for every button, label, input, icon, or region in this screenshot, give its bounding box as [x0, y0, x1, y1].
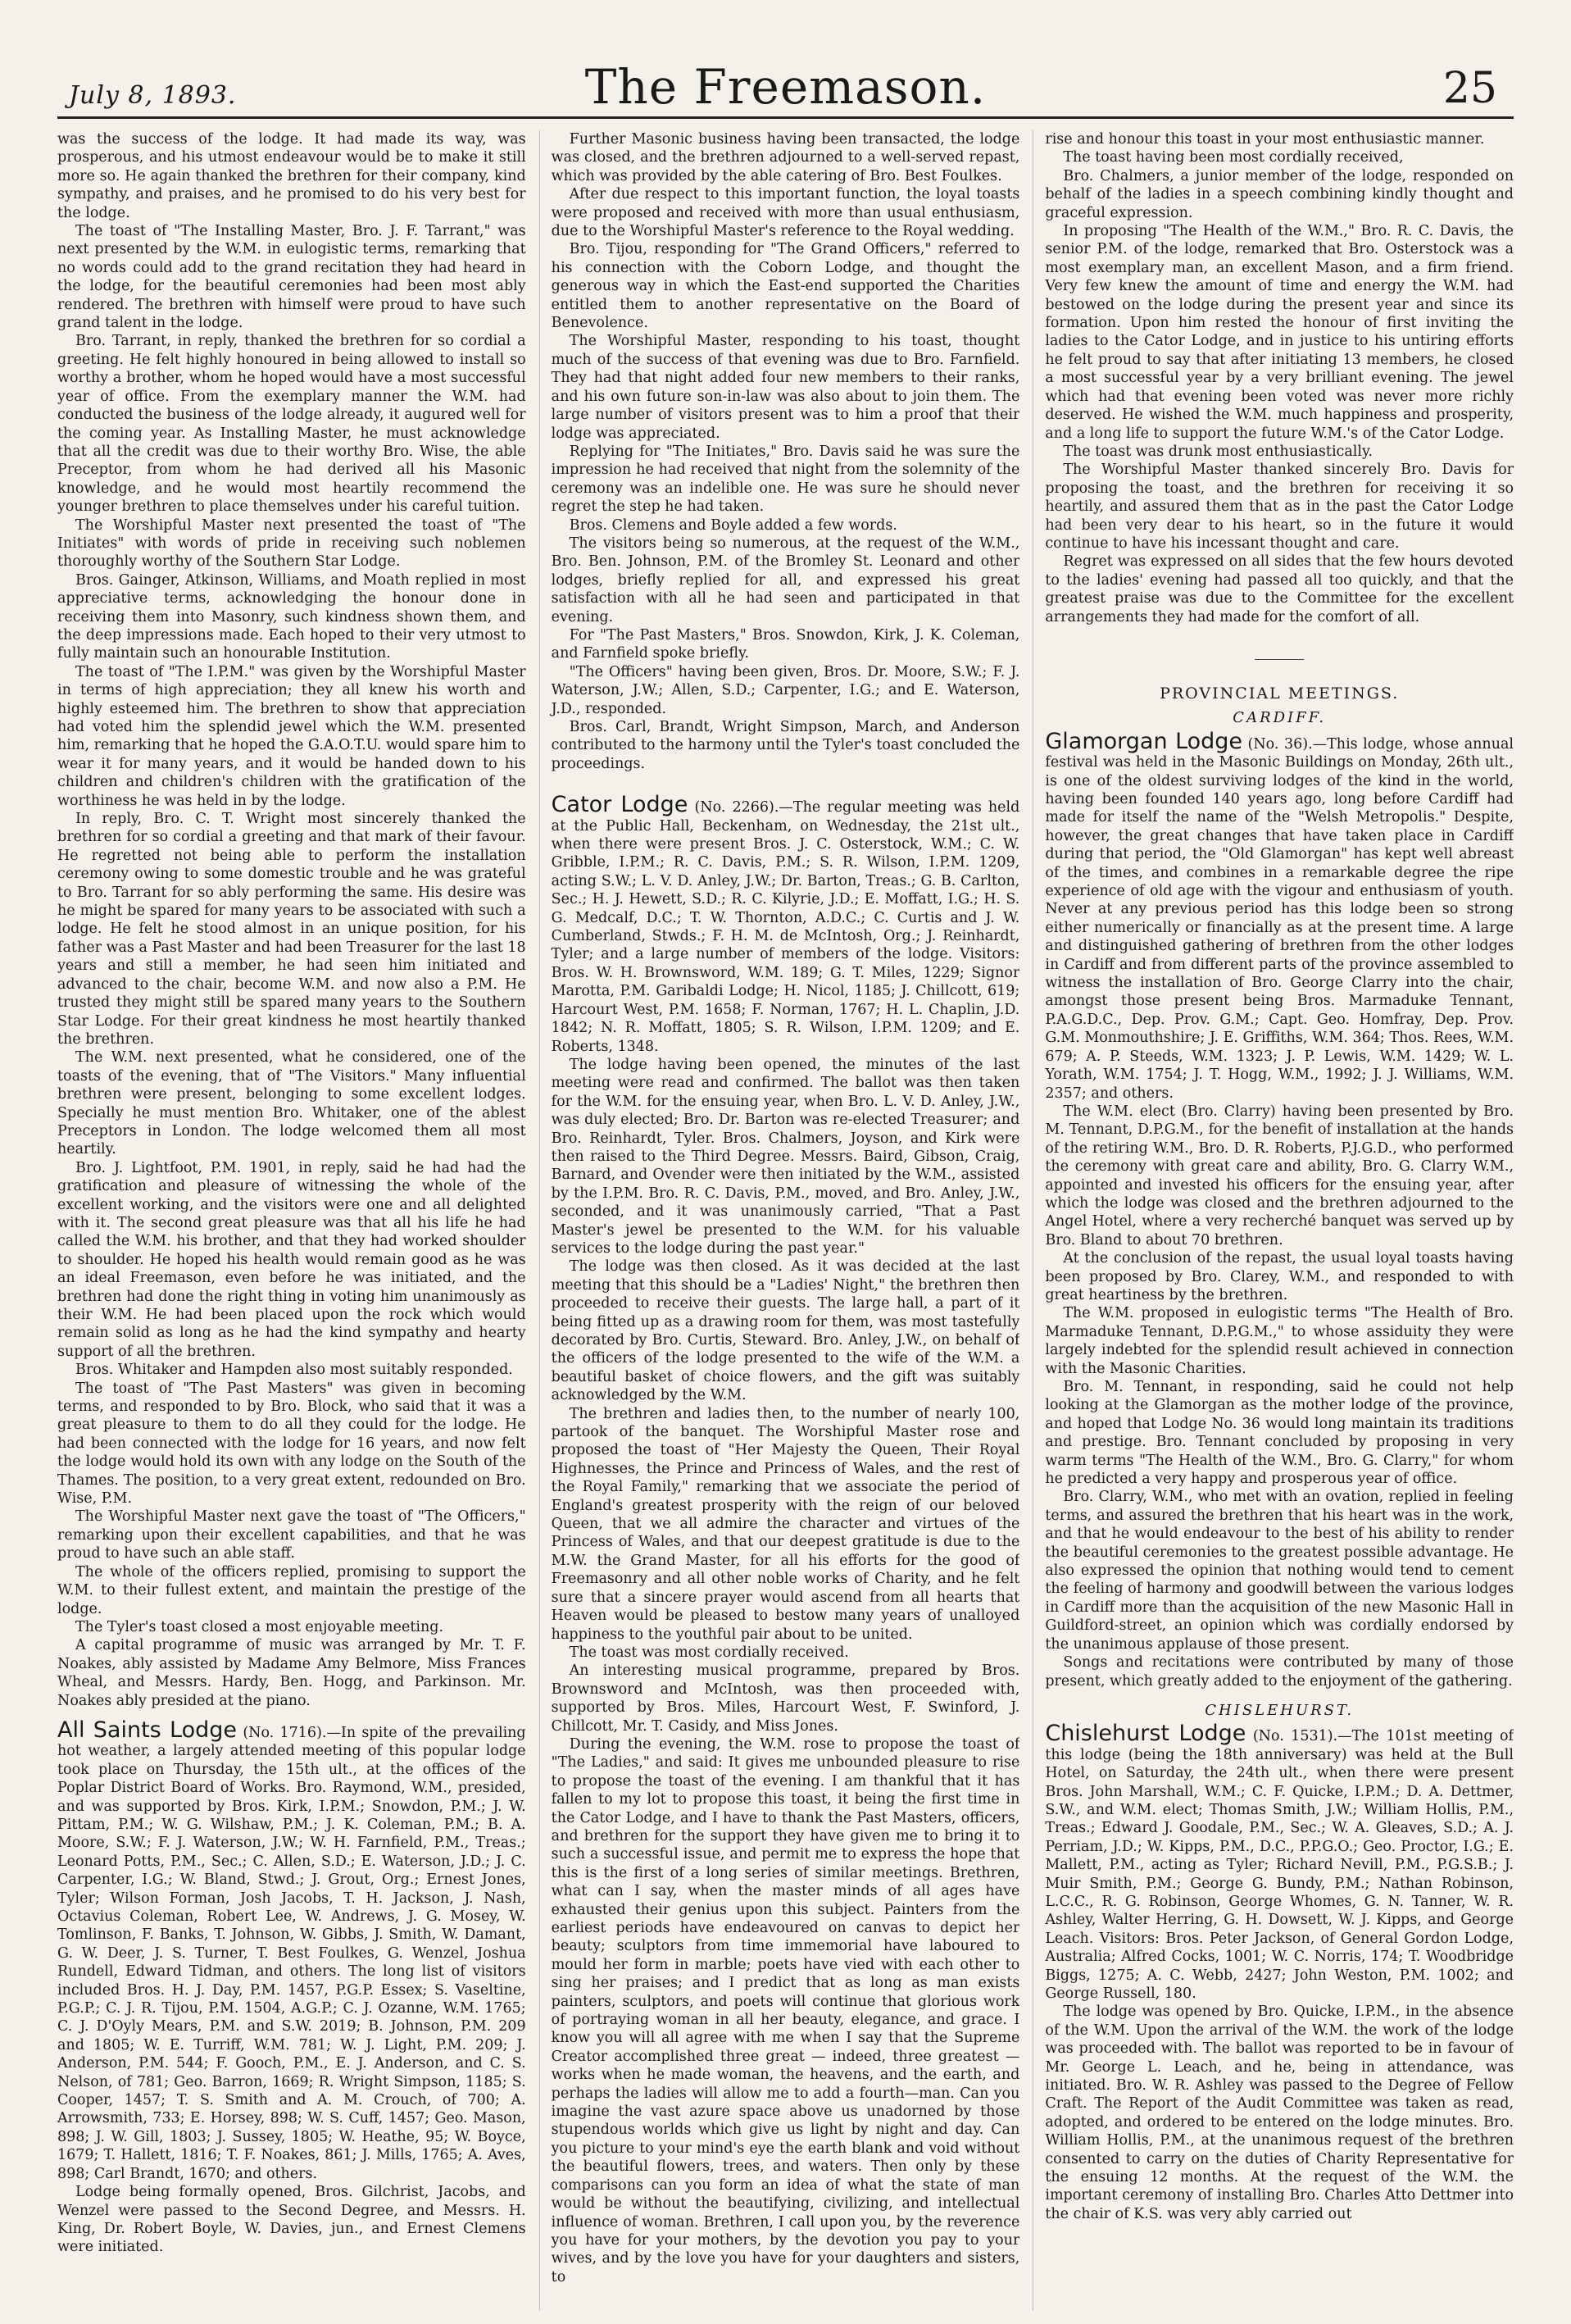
paragraph: Bros. Gainger, Atkinson, Williams, and Moath replied in most appreciative terms, acknowledging the honour done in receiving them into Masonry, such kindness shown them, and the deep impressions made. Each hoped to their very utmost to fully maintain such an honourable Institution.: [57, 571, 526, 662]
paragraph: The lodge having been opened, the minutes of the last meeting were read and confirmed. The ballot was then taken for the W.M. for the ensuing year, when Bro. L. V. D. Anley, J.W., was duly elected; Bro. Dr. Barton was re-elected Treasurer; and Bro. Reinhardt, Tyler. Bros. Chalmers, Joyson, and Kirk were then raised to the Third Degree. Messrs. Baird, Gibson, Craig, Barnard, and Ovender were then initiated by the W.M., assisted by the I.P.M. Bro. R. C. Davis, P.M., moved, and Bro. Anley, J.W., seconded, and it was unanimously carried, "That a Past Master's jewel be presented to the W.M. for his valuable services to the lodge during the past year.": [551, 1056, 1020, 1257]
paragraph: Bros. Carl, Brandt, Wright Simpson, March, and Anderson contributed to the harmony until the Tyler's toast concluded the proceedings.: [551, 719, 1020, 772]
paragraph: The lodge was opened by Bro. Quicke, I.P.M., in the absence of the W.M. Upon the arrival of the W.M. the work of the lodge was proceeded with. The ballot was reported to be in favour of Mr. George L. Leach, and he, being in attendance, was initiated. Bro. W. R. Ashley was passed to the Degree of Fellow Craft. The Report of the Audit Committee was taken as read, adopted, and ordered to be entered on the lodge minutes. Bro. William Hollis, P.M., at the unanimous request of the brethren consented to carry on the duties of Charity Representative for the ensuing 12 months. At the request of the W.M. the important ceremony of installing Bro. Charles Atto Dettmer into the chair of K.S. was very ably carried out: [1045, 2003, 1514, 2222]
paragraph: Bro. Clarry, W.M., who met with an ovation, replied in feeling terms, and assured the brethren that his heart was in the work, and that he would endeavour to the best of his ability to render the beautiful ceremonies to the greatest possible advantage. He also expressed the opinion that nothing would tend to cement the feeling of harmony and goodwill between the various lodges in Cardiff more than the acquisition of the new Masonic Hall in Guildford-street, an opinion which was cordially endorsed by the unanimous applause of those present.: [1045, 1489, 1514, 1653]
paragraph: In reply, Bro. C. T. Wright most sincerely thanked the brethren for so cordial a greeting and that mark of their favour. He regretted not being able to perform the installation ceremony owing to some domestic trouble and he was grateful to Bro. Tarrant for so ably performing the same. His desire was he might be spared for many years to be associated with such a lodge. He felt he stood almost in an unique position, for his father was a Past Master and had been Treasurer for the last 18 years and still a member, he had seen him initiated and advanced to the chair, become W.M. and now also a P.M. He trusted they might still be spared many years to the Southern Star Lodge. For their great kindness he most heartily thanked the brethren.: [57, 811, 526, 1048]
paragraph: Regret was expressed on all sides that the few hours devoted to the ladies' evening had passed all too quickly, and that the greatest praise was due to the Committee for the excellent arrangements they had made for the comfort of all.: [1045, 553, 1514, 625]
masthead: [57, 52, 1514, 119]
column-3: [1033, 130, 1514, 2311]
paragraph: Bros. Clemens and Boyle added a few words.: [569, 516, 897, 534]
paragraph: The lodge was then closed. As it was decided at the last meeting that this should be a "Ladies' Night," the brethren then proceeded to receive their guests. The large hall, a part of it being fitted up as a drawing room for them, was most tastefully decorated by Bro. Curtis, Steward. Bro. Anley, J.W., on behalf of the officers of the lodge presented to the wife of the W.M. a beautiful basket of choice flowers, and the gift was suitably acknowledged by the W.M.: [551, 1258, 1020, 1404]
lodge-heading: Cator Lodge: [551, 792, 688, 818]
lodge-report-text: (No. 36).—This lodge, whose annual festival was held in the Masonic Buildings on Monday, 26th ult., is one of the oldest surviving lodges of the kind in the world, having been founded 140 years ago, long before Cardiff had made for itself the name of the "Welsh Metropolis." Despite, however, the great changes that have taken place in Cardiff during that period, the "Old Glamorgan" has kept well abreast of the times, and combines in a remarkable degree the ripe experience of old age with the vigour and enthusiasm of youth. Never at any previous period has this lodge been so strong either numerically or financially as at the present time. A large and distinguished gathering of brethren from the other lodges in Cardiff and from different parts of the province assembled to witness the installation of Bro. George Clarry into the chair, amongst those present being Bros. Marmaduke Tennant, P.A.G.D.C., Dep. Prov. G.M.; Capt. Geo. Homfray, Dep. Prov. G.M. Monmouthshire; J. E. Griffiths, W.M. 364; Thos. Rees, W.M. 679; A. P. Steeds, W.M. 1323; J. P. Lewis, W.M. 1429; W. L. Yorath, W.M. 1754; J. T. Hogg, W.M., 1992; J. J. Williams, W.M. 2357; and others.: [1045, 735, 1514, 1102]
paragraph: The Worshipful Master next presented the toast of "The Initiates" with words of pride in receiving such noblemen thoroughly worthy of the Southern Star Lodge.: [57, 516, 526, 571]
lodge-heading: All Saints Lodge: [57, 1717, 238, 1743]
paragraph: The W.M. next presented, what he considered, one of the toasts of the evening, that of "The Visitors." Many influential brethren were present, belonging to some excellent lodges. Specially he must mention Bro. Whitaker, one of the ablest Preceptors in London. The lodge welcomed them all most heartily.: [57, 1049, 526, 1158]
paragraph: The toast of "The Past Masters" was given in becoming terms, and responded to by Bro. Block, who said that it was a great pleasure to them to do all they could for the lodge. He had been connected with the lodge for 16 years, and now felt the lodge would hold its own with any lodge on the South of the Thames. The position, to a very great extent, redounded on Bro. Wise, P.M.: [57, 1380, 526, 1508]
lodge-report-text: (No. 1531).—The 101st meeting of this lodge (being the 18th anniversary) was held at the Bull Hotel, on Saturday, the 24th ult., when there were present Bros. John Marshall, W.M.; C. F. Quicke, I.P.M.; D. A. Dettmer, S.W., and W.M. elect; Thomas Smith, J.W.; William Hollis, P.M., Treas.; Edward J. Goodale, P.M., Sec.; W. A. Gleaves, S.D.; A. J. Perriam, J.D.; W. Kipps, P.M., D.C., P.P.G.O.; Geo. Proctor, I.G.; E. Mallett, P.M., acting as Tyler; Richard Nevill, P.M., P.G.S.B.; J. Muir Smith, P.M.; George G. Bundy, P.M.; Nathan Robinson, L.C.C., R. G. Robinson, George Whomes, G. N. Tanner, W. R. Ashley, Walter Herring, G. H. Dowsett, W. J. Kipps, and George Leach. Visitors: Bros. Peter Jackson, of General Gordon Lodge, Australia; Alfred Cocks, 1001; W. C. Norris, 174; T. Woodbridge Biggs, 1275; A. C. Webb, 2427; John Weston, P.M. 1002; and George Russell, 180.: [1045, 1728, 1514, 2002]
paragraph: The W.M. elect (Bro. Clarry) having been presented by Bro. M. Tennant, D.P.G.M., for the benefit of installation at the hands of the retiring W.M., Bro. D. R. Roberts, P.J.G.D., who performed the ceremony with great care and ability, Bro. G. Clarry W.M., appointed and invested his officers for the ensuing year, after which the lodge was closed and the brethren adjourned to the Angel Hotel, where a very recherché banquet was served up by Bro. Bland to about 70 brethren.: [1045, 1103, 1514, 1248]
paragraph: The visitors being so numerous, at the request of the W.M., Bro. Ben. Johnson, P.M. of the Bromley St. Leonard and other lodges, briefly replied for all, and expressed his great satisfaction with all he had seen and participated in that evening.: [551, 534, 1020, 625]
paragraph: The toast was drunk most enthusiastically.: [1063, 443, 1373, 460]
issue-date: July 8, 1893.: [69, 81, 237, 110]
section-heading: PROVINCIAL MEETINGS.: [1160, 684, 1400, 703]
paragraph: Replying for "The Initiates," Bro. Davis said he was sure the impression he had received that night from the solemnity of the ceremony was an indelible one. He was sure he should never regret the step he had taken.: [551, 443, 1020, 516]
paragraph: The toast was most cordially received.: [569, 1644, 849, 1661]
paragraph: The toast of "The Installing Master, Bro. J. F. Tarrant," was next presented by the W.M. in eulogistic terms, remarking that no words could add to the grand recitation they had heard in the lodge, for the beautiful ceremonies had been most ably rendered. The brethren with himself were proud to have such grand talent in the lodge.: [57, 223, 526, 332]
paragraph: After due respect to this important function, the loyal toasts were proposed and received with more than usual enthusiasm, due to the Worshipful Master's reference to the Royal wedding.: [551, 186, 1020, 240]
lodge-report-text: (No. 2266).—The regular meeting was held at the Public Hall, Beckenham, on Wednesday, the 21st ult., when there were present Bros. J. C. Osterstock, W.M.; C. W. Gribble, I.P.M.; R. C. Davis, P.M.; S. R. Wilson, I.P.M. 1209, acting S.W.; L. V. D. Anley, J.W.; Dr. Barton, Treas.; G. B. Carlton, Sec.; H. J. Hewett, S.D.; R. C. Kilyrie, J.D.; E. Moffatt, I.G.; H. S. G. Medcalf, D.C.; T. W. Thornton, A.D.C.; C. Curtis and J. W. Cumberland, Stwds.; F. H. M. de McIntosh, Org.; J. Reinhardt, Tyler; and a large number of members of the lodge. Visitors: Bros. W. H. Brownsword, W.M. 189; G. T. Miles, 1229; Signor Marotta, P.M. Garibaldi Lodge; H. Nicol, 1185; J. Chillcott, 619; Harcourt West, P.M. 1658; F. Norman, 1767; H. L. Chaplin, J.D. 1842; N. R. Moffatt, 1805; S. R. Wilson, I.P.M. 1209; and E. Roberts, 1348.: [551, 799, 1020, 1055]
paragraph: The toast of "The I.P.M." was given by the Worshipful Master in terms of high appreciation; they all knew his worth and highly esteemed him. The brethren to show that appreciation had voted him the splendid jewel which the W.M. presented him, remarking that he hoped the G.A.O.T.U. would spare him to wear it for many years, and it would be handed down to his children and children's children with the gratification of the worthiness he was held in by the lodge.: [57, 663, 526, 809]
paragraph: The Tyler's toast closed a most enjoyable meeting.: [75, 1618, 444, 1635]
cator-lodge-report: [551, 792, 1020, 1056]
section-divider: [1255, 659, 1304, 660]
chislehurst-lodge-report: [1045, 1721, 1514, 2003]
paragraph: The toast having been most cordially received,: [1063, 149, 1404, 166]
sub-heading: CARDIFF.: [1233, 709, 1327, 727]
publication-title: The Freemason.: [584, 59, 987, 115]
column-1: [57, 130, 526, 2311]
paragraph: The whole of the officers replied, promising to support the W.M. to their fullest extent, and maintain the prestige of the lodge.: [57, 1563, 526, 1617]
paragraph: The Worshipful Master thanked sincerely Bro. Davis for proposing the toast, and the brethren for receiving it so heartily, and assured them that as in the past the Cator Lodge had been very dear to his heart, so in the future it would continue to have his incessant thought and care.: [1045, 462, 1514, 552]
sub-heading: CHISLEHURST.: [1205, 1701, 1355, 1719]
paragraph: The brethren and ladies then, to the number of nearly 100, partook of the banquet. The Worshipful Master rose and proposed the toast of "Her Majesty the Queen, Their Royal Highnesses, the Prince and Princess of Wales, and the rest of the Royal Family," remarking that we associate the period of England's greatest prosperity with the reign of our beloved Queen, that we all admire the character and virtues of the Princess of Wales, and that our deepest gratitude is due to the M.W. the Grand Master, for all his efforts for the good of Freemasonry and all other noble works of Charity, and he felt sure that a sincere prayer would ascend from all hearts that Heaven would be pleased to bestow many years of unalloyed happiness to the youthful pair about to be united.: [551, 1405, 1020, 1643]
page-number: 25: [1442, 64, 1497, 113]
paragraph: The Worshipful Master, responding to his toast, thought much of the success of that evening was due to Bro. Farnfield. They had that night added four new members to their ranks, and his own future son-in-law was also about to join them. The large number of visitors present was to him a proof that their lodge was appreciated.: [551, 333, 1020, 442]
paragraph: Lodge being formally opened, Bros. Gilchrist, Jacobs, and Wenzel were passed to the Second Degree, and Messrs. H. King, Dr. Robert Boyle, W. Davies, jun., and Ernest Clemens were initiated.: [57, 2184, 526, 2256]
paragraph: Bro. M. Tennant, in responding, said he could not help looking at the Glamorgan as the mother lodge of the province, and hoped that Lodge No. 36 would long maintain its traditions and prestige. Bro. Tennant concluded by proposing in very warm terms "The Health of the W.M., Bro. G. Clarry," for whom he predicted a very happy and prosperous year of office.: [1045, 1379, 1514, 1488]
paragraph: The W.M. proposed in eulogistic terms "The Health of Bro. Marmaduke Tennant, D.P.G.M.," to whose assiduity they were largely indebted for the splendid result achieved in connection with the Masonic Charities.: [1045, 1305, 1514, 1377]
paragraph: Bro. Tarrant, in reply, thanked the brethren for so cordial a greeting. He felt highly honoured in being allowed to install so worthy a brother, whom he hoped would have a most successful year of office. From the exemplary manner the W.M. had conducted the business of the lodge already, it augured well for the coming year. As Installing Master, he must acknowledge that all the credit was due to their worthy Bro. Wise, the able Preceptor, from whom he had derived all his Masonic knowledge, and he would most heartily recommend the younger brethren to place themselves under his careful tuition.: [57, 333, 526, 516]
column-2: [539, 130, 1020, 2311]
glamorgan-lodge-report: [1045, 728, 1514, 1103]
paragraph: Bro. J. Lightfoot, P.M. 1901, in reply, said he had had the gratification and pleasure of witnessing the whole of the excellent working, and the visitors were one and all delighted with it. The second great pleasure was that all his life he had called the W.M. his brother, and that they had worked shoulder to shoulder. He hoped his health would remain good as he was an ideal Freemason, even before he was initiated, and the brethren had done the right thing in voting him unanimously as their W.M. He had been placed upon the rock which would remain solid as long as he had the kind sympathy and hearty support of all the brethren.: [57, 1159, 526, 1360]
paragraph: "The Officers" having been given, Bros. Dr. Moore, S.W.; F. J. Waterson, J.W.; Allen, S.D.; Carpenter, I.G.; and E. Waterson, J.D., responded.: [551, 663, 1020, 717]
all-saints-lodge-report: [57, 1717, 526, 2183]
paragraph: Further Masonic business having been transacted, the lodge was closed, and the brethren adjourned to a well-served repast, which was provided by the able catering of Bro. Best Foulkes.: [551, 131, 1020, 184]
paragraph: Songs and recitations were contributed by many of those present, which greatly added to the enjoyment of the gathering.: [1045, 1654, 1514, 1690]
paragraph: A capital programme of music was arranged by Mr. T. F. Noakes, ably assisted by Madame Amy Belmore, Miss Frances Wheal, and Messrs. Hardy, Ben. Hogg, and Parkinson. Mr. Noakes ably presided at the piano.: [57, 1637, 526, 1709]
paragraph: Bros. Whitaker and Hampden also most suitably responded.: [75, 1362, 513, 1379]
paragraph: In proposing "The Health of the W.M.," Bro. R. C. Davis, the senior P.M. of the lodge, remarked that Bro. Osterstock was a most exemplary man, an excellent Mason, and a firm friend. Very few knew the amount of time and energy the W.M. had bestowed on the lodge during the present year and since its formation. Upon him rested the honour of first inviting the ladies to the Cator Lodge, and in justice to his untiring efforts he felt proud to say that after initiating 13 members, he closed a most successful year by a very brilliant evening. The jewel which had that evening been voted was never more richly deserved. He wished the W.M. much happiness and prosperity, and a long life to support the future W.M.'s of the Cator Lodge.: [1045, 223, 1514, 442]
lodge-report-text: (No. 1716).—In spite of the prevailing hot weather, a largely attended meeting of this popular lodge took place on Thursday, the 15th ult., at the offices of the Poplar District Board of Works. Bro. Raymond, W.M., presided, and was supported by Bros. Kirk, I.P.M.; Snowdon, P.M.; J. W. Pittam, P.M.; W. G. Wilshaw, P.M.; J. K. Coleman, P.M.; B. A. Moore, S.W.; F. J. Waterson, J.W.; W. H. Farnfield, P.M., Treas.; Leonard Potts, P.M., Sec.; C. Allen, S.D.; E. Waterson, J.D.; J. C. Carpenter, I.G.; W. Bland, Stwd.; J. Grout, Org.; Ernest Jones, Tyler; Wilson Forman, Josh Jacobs, T. H. Jackson, J. Nash, Octavius Coleman, Robert Lee, W. Andrews, J. G. Mosey, W. Tomlinson, F. Banks, T. Johnson, W. Gibbs, J. Smith, W. Damant, G. W. Deer, J. S. Turner, T. Best Foulkes, G. Wenzel, Joshua Rundell, Edward Tidman, and others. The long list of visitors included Bros. H. J. Day, P.M. 1457, P.G.P. Essex; S. Vaseltine, P.G.P.; C. J. R. Tijou, P.M. 1504, A.G.P.; C. J. Ozanne, W.M. 1765; C. J. D'Oyly Mears, P.M. and S.W. 2019; B. Johnson, P.M. 209 and 1805; W. E. Turriff, W.M. 781; W. J. Light, P.M. 209; J. Anderson, P.M. 544; F. Gooch, P.M., E. J. Anderson, and C. S. Nelson, of 781; Geo. Barron, 1669; R. Wright Simpson, 1185; S. Cooper, 1457; T. S. Smith and A. M. Crouch, of 700; A. Arrowsmith, 733; E. Horsey, 898; W. S. Cuff, 1457; Geo. Mason, 898; J. W. Gill, 1803; J. Sussey, 1805; W. Heathe, 95; W. Boyce, 1679; T. Hallett, 1816; T. F. Noakes, 861; J. Mills, 1765; A. Aves, 898; Carl Brandt, 1670; and others.: [57, 1724, 526, 2182]
paragraph: An interesting musical programme, prepared by Bros. Brownsword and McIntosh, was then proceeded with, supported by Bros. Miles, Harcourt West, F. Swinford, J. Chillcott, Mr. T. Casidy, and Miss Jones.: [551, 1662, 1020, 1735]
lodge-heading: Glamorgan Lodge: [1045, 728, 1243, 754]
paragraph: At the conclusion of the repast, the usual loyal toasts having been proposed by Bro. Clarey, W.M., and responded to with great heartiness by the brethren.: [1045, 1250, 1514, 1303]
paragraph: rise and honour this toast in your most enthusiastic manner.: [1045, 131, 1485, 148]
paragraph: During the evening, the W.M. rose to propose the toast of "The Ladies," and said: It gives me unbounded pleasure to rise to propose the toast of the evening. I am thankful that it has fallen to my lot to propose this toast, it being the first time in the Cator Lodge, and I have to thank the Past Masters, officers, and brethren for the support they have given me to bring it to such a successful issue, and permit me to express the hope that this is the first of a long series of similar meetings. Brethren, what can I say, when the master minds of all ages have exhausted their genius upon this subject. Painters from the earliest periods have endeavoured on canvas to depict her beauty; sculptors from time immemorial have laboured to mould her form in marble; poets have vied with each other to sing her praises; and I predict that as long as man exists painters, sculptors, and poets will continue that glorious work of portraying woman in all her beauty, elegance, and grace. I know you will all agree with me when I say that the Supreme Creator accomplished three great — indeed, three greatest — works when he made woman, the heavens, and the earth, and perhaps the ladies will allow me to add a fourth—man. Can you imagine the vast azure space above us unadorned by those stupendous worlds which give us light by night and day. Can you picture to your mind's eye the earth blank and void without the beautiful flowers, trees, and waters. Then only by these comparisons can you form an idea of what the state of man would be without the beautifying, civilizing, and intellectual influence of woman. Brethren, I call upon you, by the reverence you have for your mothers, by the devotion you pay to your wives, and by the love you have for your daughters and sisters, to: [551, 1735, 1020, 2285]
paragraph: The Worshipful Master next gave the toast of "The Officers," remarking upon their excellent capabilities, and that he was proud to have such an able staff.: [57, 1508, 526, 1562]
paragraph: Bro. Tijou, responding for "The Grand Officers," referred to his connection with the Coborn Lodge, and thought the generous way in which the East-end supported the Charities entitled them to another representative on the Board of Benevolence.: [551, 241, 1020, 332]
paragraph: Bro. Chalmers, a junior member of the lodge, responded on behalf of the ladies in a speech combining kindly thought and graceful expression.: [1045, 167, 1514, 221]
paragraph: was the success of the lodge. It had made its way, was prosperous, and his utmost endeavour would be to make it still more so. He again thanked the brethren for their company, kind sympathy, and praises, and he promised to do his very best for the lodge.: [57, 131, 526, 221]
lodge-heading: Chislehurst Lodge: [1045, 1721, 1246, 1747]
paragraph: For "The Past Masters," Bros. Snowdon, Kirk, J. K. Coleman, and Farnfield spoke briefly.: [551, 626, 1020, 662]
article-columns: [57, 130, 1514, 2311]
